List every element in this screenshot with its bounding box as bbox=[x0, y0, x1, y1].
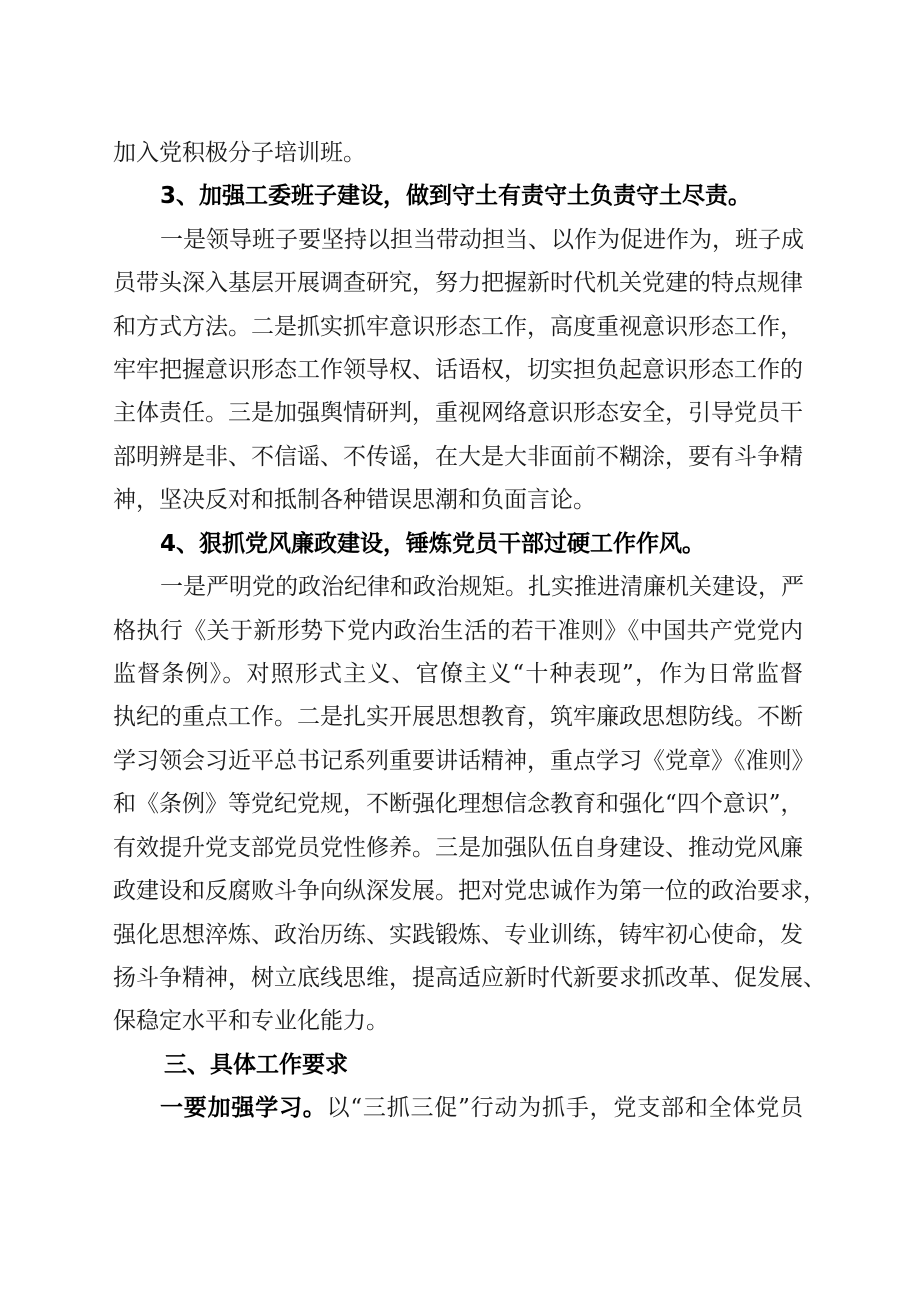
paragraph-line: 员带头深入基层开展调查研究，努力把握新时代机关党建的特点规律 bbox=[113, 270, 803, 296]
section-heading-3: 3、加强工委班子建设，做到守土有责守土负责守土尽责。 bbox=[160, 183, 752, 209]
paragraph-line: 和《条例》等党纪党规，不断强化理想信念教育和强化“四个意识”， bbox=[113, 791, 804, 817]
bold-lead-phrase: 一要加强学习。 bbox=[160, 1095, 327, 1121]
paragraph-line: 监督条例》。对照形式主义、官僚主义“十种表现”，作为日常监督 bbox=[113, 661, 803, 687]
paragraph-line: 加入党积极分子培训班。 bbox=[113, 140, 366, 166]
paragraph-line: 保稳定水平和专业化能力。 bbox=[113, 1008, 389, 1034]
paragraph-line: 和方式方法。二是抓实抓牢意识形态工作，高度重视意识形态工作， bbox=[113, 314, 803, 340]
section-heading-4: 4、狠抓党风廉政建设，锤炼党员干部过硬工作作风。 bbox=[160, 531, 706, 557]
paragraph-line: 政建设和反腐败斗争向纵深发展。把对党忠诚作为第一位的政治要求， bbox=[113, 878, 826, 904]
paragraph-line: 主体责任。三是加强舆情研判，重视网络意识形态安全，引导党员干 bbox=[113, 400, 803, 426]
paragraph-line: 一是领导班子要坚持以担当带动担当、以作为促进作为，班子成 bbox=[160, 227, 804, 253]
paragraph-line: 格执行《关于新形势下党内政治生活的若干准则》《中国共产党党内 bbox=[113, 618, 803, 644]
paragraph-line: 有效提升党支部党员党性修养。三是加强队伍自身建设、推动党风廉 bbox=[113, 835, 803, 861]
paragraph-text: 以“三抓三促”行动为抓手，党支部和全体党员 bbox=[326, 1095, 803, 1121]
paragraph-line: 学习领会习近平总书记系列重要讲话精神，重点学习《党章》《准则》 bbox=[113, 748, 815, 774]
paragraph-line bbox=[160, 1093, 803, 1123]
paragraph-line: 强化思想淬炼、政治历练、实践锻炼、专业训练，铸牢初心使命，发 bbox=[113, 922, 803, 948]
paragraph-line: 执纪的重点工作。二是扎实开展思想教育，筑牢廉政思想防线。不断 bbox=[113, 704, 803, 730]
paragraph-line: 牢牢把握意识形态工作领导权、话语权，切实担负起意识形态工作的 bbox=[113, 357, 803, 383]
paragraph-line: 部明辨是非、不信谣、不传谣，在大是大非面前不糊涂，要有斗争精 bbox=[113, 444, 803, 470]
section-heading-requirements: 三、具体工作要求 bbox=[164, 1052, 348, 1078]
paragraph-line: 扬斗争精神，树立底线思维，提高适应新时代新要求抓改革、促发展、 bbox=[113, 965, 826, 991]
paragraph-line: 神，坚决反对和抵制各种错误思潮和负面言论。 bbox=[113, 487, 596, 513]
paragraph-line: 一是严明党的政治纪律和政治规矩。扎实推进清廉机关建设，严 bbox=[160, 574, 804, 600]
